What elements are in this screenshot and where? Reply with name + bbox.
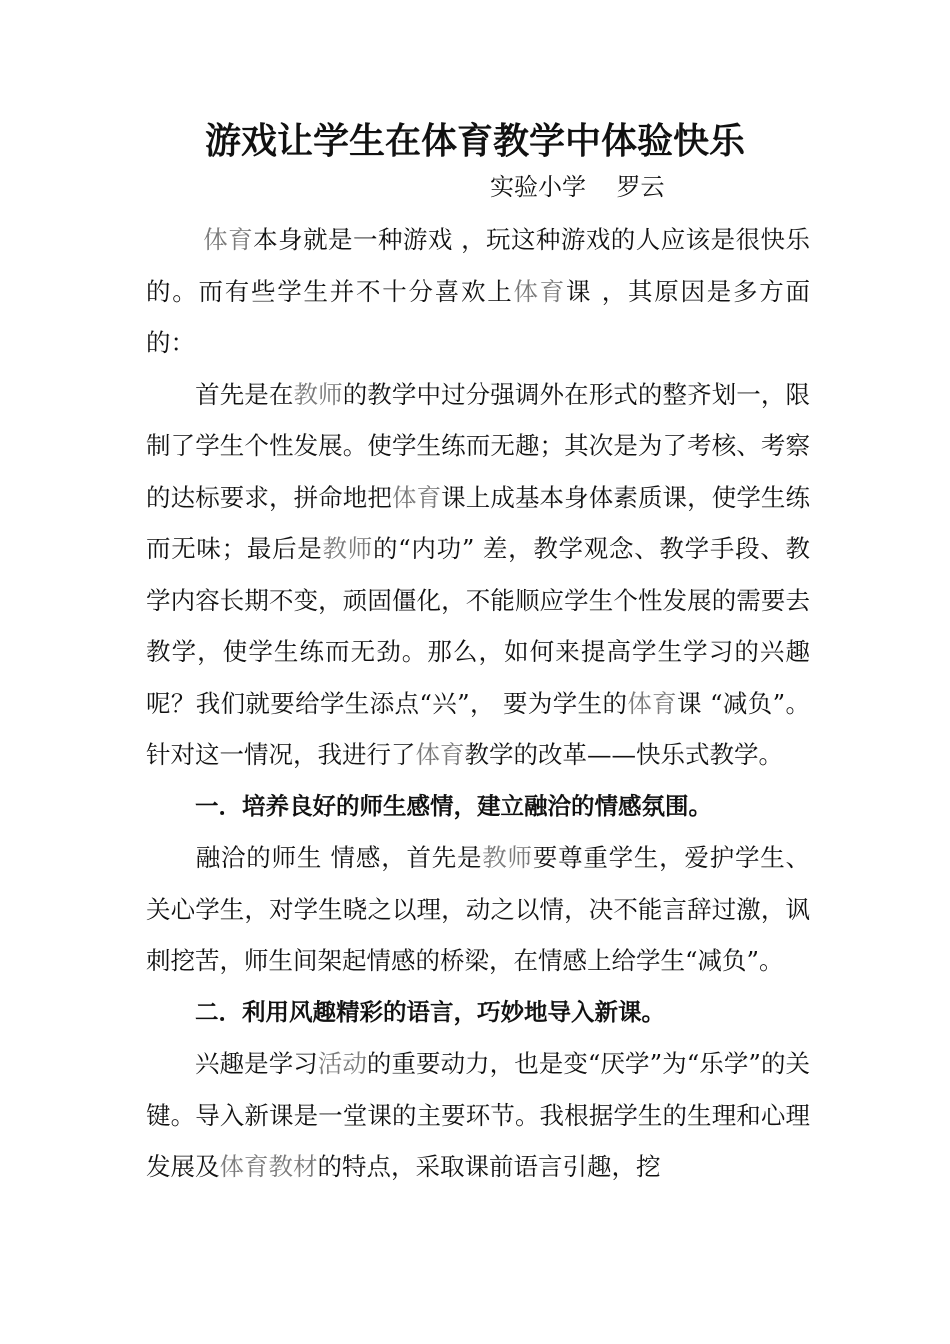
paragraph-text: 兴趣是学习 — [195, 1049, 318, 1078]
paragraph-text: 的“内功” 差，教学观念、教学手段、教学内容长期不变，顽固僵化，不能顺应学生个性发展的需要去教学，使学生练而无劲。那么，如何来提高学生学习的兴趣呢？我们就要给学生添点“兴”， 要为学生的 — [146, 534, 811, 718]
paragraph-text: 要尊重学生，爱护学生、关心学生，对学生晓之以理，动之以情，决不能言辞过激，讽刺挖苦，师生间架起情感的桥梁，在情感上给学生“减负”。 — [146, 843, 811, 975]
keyword-text: 体育 — [513, 276, 566, 306]
document-author: 实验小学 罗云 — [490, 173, 665, 201]
document-body — [146, 214, 810, 1193]
paragraph-text — [195, 225, 203, 254]
keyword-text: 教师 — [293, 379, 343, 409]
paragraph-intro — [146, 214, 810, 369]
section-heading-1: 一．培养良好的师生感情，建立融洽的情感氛围。 — [195, 791, 712, 820]
keyword-text: 体育 — [203, 225, 254, 254]
document-title: 游戏让学生在体育教学中体验快乐 — [204, 121, 745, 162]
paragraph-text: 的特点，采取课前语言引趣，挖 — [317, 1152, 661, 1181]
paragraph-section-2 — [146, 1038, 810, 1193]
paragraph-text: 融洽的师生 情感，首先是 — [195, 843, 483, 872]
keyword-text: 体育 — [219, 1152, 269, 1181]
paragraph-text: 本身就是一种游戏 ，玩这种游戏的人应该是很快乐的。而有些学生并不十分喜欢上 — [146, 225, 810, 306]
paragraph-text: 教学的改革——快乐式教学。 — [464, 740, 783, 769]
keyword-text: 体育 — [415, 740, 465, 769]
paragraph-text: 的教学中过分强调外在形式的整齐划一，限制了学生个性发展。使学生练而无趣；其次是为了考核、考察的达标要求，拼命地把 — [146, 379, 811, 512]
paragraph-text: 课上成基本身体素质课，使学生练而无味；最后是 — [146, 482, 811, 563]
keyword-text: 活动 — [317, 1049, 367, 1078]
paragraph-section-1 — [146, 832, 810, 987]
keyword-text: 体育 — [627, 688, 678, 718]
keyword-text: 教师 — [322, 534, 373, 563]
paragraph-text: 的重要动力，也是变“厌学”为“乐学”的关键。导入新课是一堂课的主要环节。我根据学生的生理和心理发展及 — [146, 1049, 810, 1181]
keyword-text: 体育 — [391, 482, 442, 512]
keyword-text: 教师 — [482, 843, 533, 872]
paragraph-causes — [146, 369, 810, 781]
paragraph-text: 课 “减负”。针对这一情况，我进行了 — [146, 688, 811, 769]
paragraph-text: 首先是在 — [195, 379, 294, 409]
section-heading-2: 二．利用风趣精彩的语言，巧妙地导入新课。 — [195, 997, 665, 1026]
paragraph-text: 课 ，其原因是多方面的： — [146, 276, 811, 357]
keyword-text: 教材 — [268, 1152, 318, 1181]
